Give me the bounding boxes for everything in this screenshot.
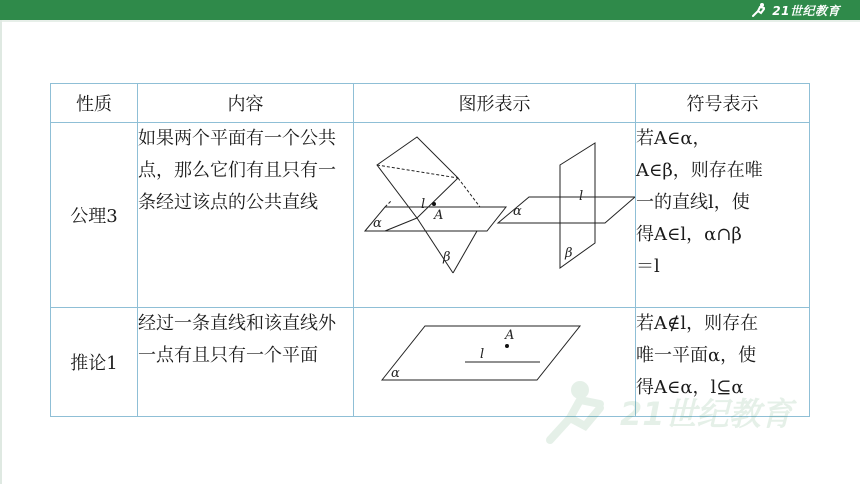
- property-cell: 公理3: [51, 123, 138, 308]
- content-cell: 如果两个平面有一个公共点，那么它们有且只有一条经过该点的公共直线: [138, 123, 354, 308]
- properties-table: [50, 83, 810, 417]
- runner-icon: [750, 2, 768, 18]
- symbol-line: 若A∉l，则存在: [636, 313, 759, 334]
- watermark-text: 21世纪教育: [620, 395, 793, 433]
- brand-logo: [750, 2, 840, 18]
- label-right-alpha: α: [512, 204, 522, 219]
- label-right-beta: β: [564, 246, 573, 261]
- axiom3-figure: [355, 123, 635, 303]
- top-banner: [0, 0, 860, 20]
- symbol-line: 唯一平面α，使: [636, 345, 757, 366]
- label-left-alpha: α: [372, 216, 382, 231]
- symbol-line: ＝l: [636, 256, 660, 277]
- logo-text: 21世纪教育: [772, 3, 840, 18]
- point-a-dot: [505, 344, 509, 348]
- symbol-line: 得A∈l，α∩β: [636, 224, 742, 245]
- symbol-cell: [636, 123, 810, 308]
- table-row: [51, 123, 810, 308]
- watermark-logo: [540, 370, 840, 460]
- content-cell: 经过一条直线和该直线外一点有且只有一个平面: [138, 308, 354, 417]
- symbol-line: A∈β，则存在唯: [636, 160, 763, 181]
- symbol-line: 得A∈α，l⊆α: [636, 377, 744, 398]
- left-border: [0, 20, 2, 484]
- label-right-l: l: [578, 189, 583, 204]
- label-left-beta: β: [442, 250, 451, 265]
- banner-stripe: [0, 20, 860, 22]
- symbol-line: 一的直线l，使: [636, 192, 750, 213]
- symbol-line: 若A∈α，: [636, 128, 711, 149]
- label-left-l: l: [420, 197, 425, 212]
- label-a: A: [504, 328, 514, 343]
- label-l: l: [479, 347, 484, 362]
- header-property: 性质: [51, 84, 138, 123]
- property-cell: 推论1: [51, 308, 138, 417]
- point-a-dot: [432, 202, 436, 206]
- label-left-a: A: [433, 208, 443, 223]
- header-content: 内容: [138, 84, 354, 123]
- header-figure: 图形表示: [354, 84, 636, 123]
- figure-cell: [354, 123, 636, 308]
- header-symbol: 符号表示: [636, 84, 810, 123]
- table-header-row: [51, 84, 810, 123]
- label-alpha: α: [390, 366, 400, 381]
